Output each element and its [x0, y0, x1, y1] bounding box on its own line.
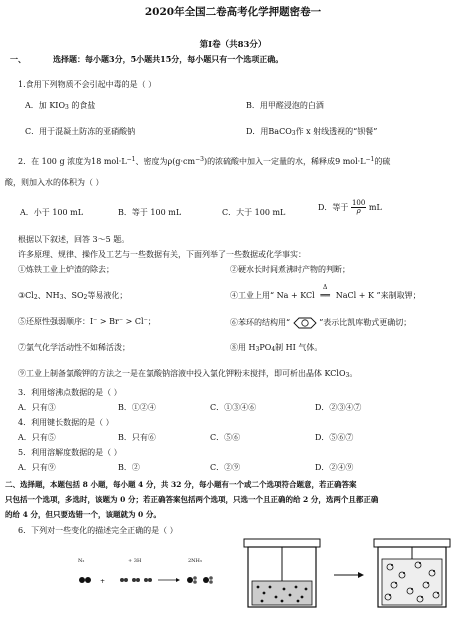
q2-option-c: C．大于 100 mL [222, 208, 286, 217]
passage-item-1: ①炼铁工业上炉渣的除去； [18, 265, 114, 274]
q5-stem: 5．利用溶解度数据的是（ ） [18, 448, 122, 457]
passage-item-6: ⑥苯环的结构用“ ”表示比凯库勒式更确切； [230, 318, 412, 327]
q3-option-a: A．只有③ [18, 403, 56, 412]
molecule-models-icon [72, 566, 222, 596]
q3-stem: 3．利用熔沸点数据的是（ ） [18, 388, 122, 397]
passage-item-2: ②硬水长时间煮沸时产物的判断； [230, 265, 350, 274]
label-3h: + 3H [128, 558, 142, 564]
document-title: 2020年全国二卷高考化学押题密卷一 [144, 6, 322, 18]
passage-item-9: ⑨工业上制备氯酸钾的方法之一是在氯酸钠溶液中投入氯化钾粉末搅拌，即可析出晶体 KClO3。 [18, 369, 358, 379]
q1-option-c: C．用于混凝土防冻的亚硝酸钠 [25, 127, 136, 136]
q4-stem: 4．利用键长数据的是（ ） [18, 418, 114, 427]
svg-text:+: + [100, 578, 106, 585]
part-one-number: 一、 [10, 54, 26, 64]
passage-item-5: ⑤还原性强弱顺序：I⁻ > Br⁻ > Cl⁻； [18, 317, 156, 326]
passage-item-3: ③Cl2、NH3、SO2等易液化； [18, 291, 128, 301]
q4-option-a: A．只有⑤ [18, 433, 56, 442]
passage-item-7: ⑦氯气化学活动性不如稀活泼； [18, 343, 130, 352]
part-two-line3: 的给 4 分，但只要选错一个，该题就为 0 分。 [5, 510, 161, 519]
passage-line1: 许多原理、规律、操作及工艺与一些数据有关，下面列举了一些数据或化学事实： [18, 250, 306, 259]
q2-option-a: A．小于 100 mL [20, 208, 84, 217]
label-2nh3: 2NH₃ [188, 558, 202, 564]
fraction-100-over-rho: $\frac{100}{\rho}$ [351, 199, 366, 216]
q2-stem-line2: 酸，则加入水的体积为（ ） [5, 178, 104, 187]
q3-option-c: C．①③④⑥ [210, 403, 257, 412]
q6-stem: 6．下列对一些变化的描述完全正确的是（ ） [18, 526, 178, 535]
part-one-instruction: 选择题：每小题3分，5小题共15分，每小题只有一个选项正确。 [53, 54, 284, 64]
q1-option-b: B．用甲醛浸泡的白酒 [246, 101, 324, 110]
section-heading: 第Ⅰ卷（共83分） [199, 40, 267, 50]
q5-option-c: C．②⑨ [210, 463, 241, 472]
q3-option-d: D．②③④⑦ [315, 403, 362, 412]
q4-option-c: C．⑤⑥ [210, 433, 241, 442]
part-two-line2: 只包括一个选项，多选时，该题为 0 分；若正确答案包括两个选项，只选一个且正确的给 2 分，选两个且都正确 [5, 495, 379, 504]
q3-option-b: B．①②④ [118, 403, 156, 412]
label-n2: N₂ [78, 558, 85, 564]
q4-option-d: D．⑤⑥⑦ [315, 433, 354, 442]
q1-option-d: D．用BaCO3作 x 射线透视的“钡餐” [246, 127, 378, 137]
dissolution-beaker-figure [238, 535, 460, 615]
reaction-molecule-figure [72, 558, 222, 598]
passage-item-8: ⑧用 H3PO4制 HI 气体。 [230, 343, 323, 353]
q1-stem: 1.食用下列物质不会引起中毒的是（ ） [18, 80, 157, 89]
passage-intro: 根据以下叙述，回答 3～5 题。 [18, 235, 130, 244]
q2-option-d: D．等于 $\frac{100}{\rho}$ mL [318, 199, 382, 216]
benzene-ring-icon [293, 317, 317, 329]
q1-option-a: A．加 KIO3 的食盐 [25, 101, 96, 111]
part-two-line1: 二、选择题，本题包括 8 小题，每小题 4 分，共 32 分，每小题有一个或二个选项符合题意，若正确答案 [5, 480, 357, 489]
q5-option-b: B．② [118, 463, 140, 472]
q4-option-b: B．只有⑥ [118, 433, 156, 442]
heating-equals-sign: Δ ══ [320, 284, 330, 300]
q5-option-a: A．只有⑨ [18, 463, 56, 472]
q2-option-b: B．等于 100 mL [118, 208, 182, 217]
q5-option-d: D．②④⑨ [315, 463, 354, 472]
q2-stem-line1: 2．在 100 g 浓度为18 $mol\cdot L^{-1}$、密度为$\rho(g\cdot cm^{-3})$的浓硫酸中加入一定量的水，稀释成9 $mol\cdot L^{-1}$的硫 [18, 156, 391, 166]
passage-item-4: ④工业上用“ Na + KCl Δ ══ NaCl + K ”来制取钾； [230, 284, 421, 300]
